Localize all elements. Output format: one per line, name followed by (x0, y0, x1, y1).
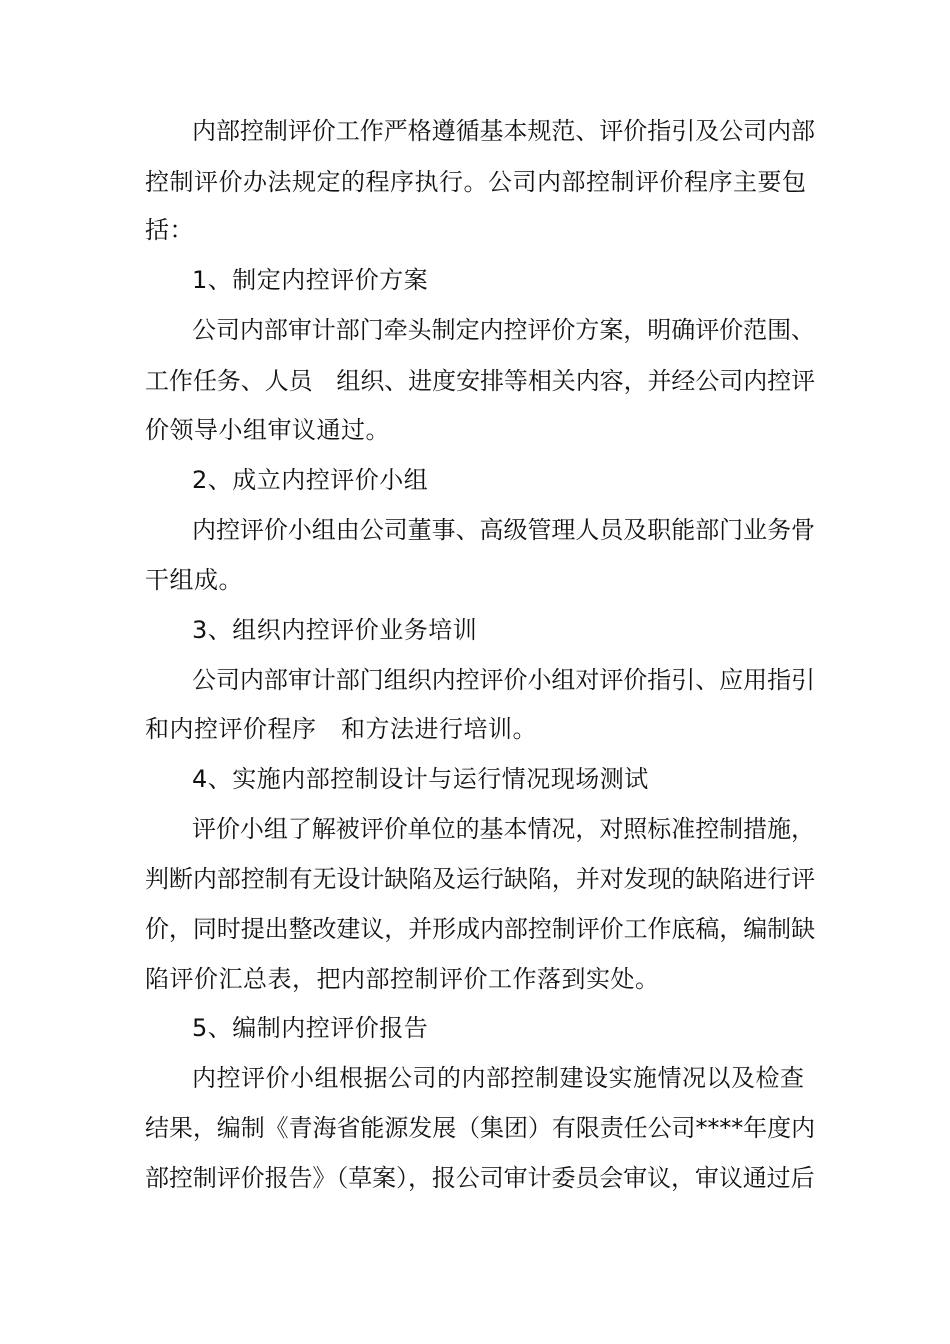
paragraph-line: 评价小组了解被评价单位的基本情况，对照标准控制措施， (192, 815, 815, 843)
paragraph-line: 价领导小组审议通过。 (145, 416, 390, 444)
paragraph-line: 控制评价办法规定的程序执行。公司内部控制评价程序主要包 (145, 168, 807, 196)
section-heading: 4、实施内部控制设计与运行情况现场测试 (192, 765, 649, 793)
paragraph-line: 括： (145, 216, 194, 244)
paragraph-line: 陷评价汇总表，把内部控制评价工作落到实处。 (145, 965, 660, 993)
section-heading: 2、成立内控评价小组 (192, 466, 429, 494)
paragraph-line: 价，同时提出整改建议，并形成内部控制评价工作底稿，编制缺 (145, 915, 815, 943)
section-heading: 3、组织内控评价业务培训 (192, 616, 478, 644)
paragraph-line: 公司内部审计部门组织内控评价小组对评价指引、应用指引 (192, 666, 815, 694)
paragraph-line: 干组成。 (145, 566, 243, 594)
paragraph-line: 判断内部控制有无设计缺陷及运行缺陷，并对发现的缺陷进行评 (145, 865, 815, 893)
section-heading: 1、制定内控评价方案 (192, 266, 429, 294)
paragraph-line: 内部控制评价工作严格遵循基本规范、评价指引及公司内部 (192, 117, 815, 145)
paragraph-line: 内控评价小组由公司董事、高级管理人员及职能部门业务骨 (192, 516, 815, 544)
paragraph-line: 工作任务、人员 组织、进度安排等相关内容，并经公司内控评 (145, 367, 815, 395)
paragraph-line: 内控评价小组根据公司的内部控制建设实施情况以及检查 (192, 1064, 805, 1092)
paragraph-line: 部控制评价报告》（草案），报公司审计委员会审议，审议通过后 (145, 1164, 815, 1192)
section-heading: 5、编制内控评价报告 (192, 1014, 429, 1042)
paragraph-line: 结果，编制《青海省能源发展（集团）有限责任公司****年度内 (145, 1114, 815, 1142)
paragraph-line: 和内控评价程序 和方法进行培训。 (145, 715, 537, 743)
paragraph-line: 公司内部审计部门牵头制定内控评价方案，明确评价范围、 (192, 316, 815, 344)
